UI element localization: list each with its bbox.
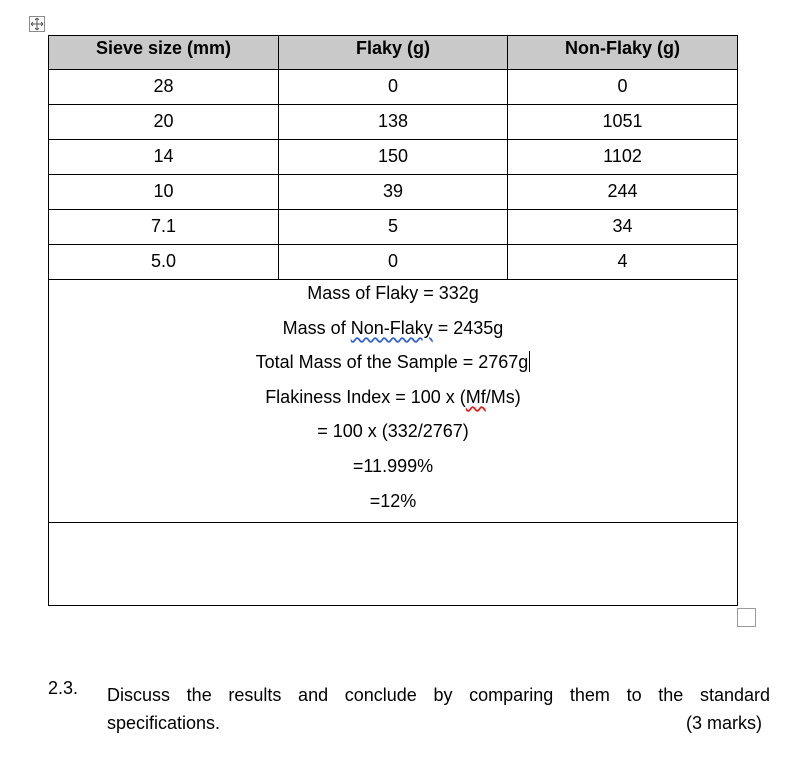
header-non-flaky: Non-Flaky (g): [508, 36, 738, 70]
cell-sieve-size[interactable]: 28: [49, 70, 279, 105]
flakiness-prefix: Flakiness Index = 100 x (: [265, 386, 466, 407]
cell-non-flaky[interactable]: 244: [508, 175, 738, 210]
empty-row: [49, 523, 738, 606]
cell-non-flaky[interactable]: 1102: [508, 140, 738, 175]
mass-non-flaky-suffix: = 2435g: [432, 317, 504, 338]
calculation-cell[interactable]: [49, 280, 738, 523]
cell-sieve-size[interactable]: 5.0: [49, 245, 279, 280]
header-sieve-size: Sieve size (mm): [49, 36, 279, 70]
cell-non-flaky[interactable]: 0: [508, 70, 738, 105]
table-row: [49, 210, 738, 245]
text-cursor: [529, 351, 530, 372]
cell-sieve-size[interactable]: 7.1: [49, 210, 279, 245]
table-row: [49, 245, 738, 280]
empty-cell[interactable]: [49, 523, 738, 606]
mass-non-flaky-prefix: Mass of: [282, 317, 351, 338]
total-mass-line: [49, 349, 737, 384]
cell-flaky[interactable]: 0: [279, 70, 508, 105]
cell-non-flaky[interactable]: 1051: [508, 105, 738, 140]
cell-flaky[interactable]: 5: [279, 210, 508, 245]
table-resize-handle[interactable]: [737, 608, 756, 627]
grammar-flagged-word[interactable]: Non-Flaky: [350, 317, 433, 338]
table-row: [49, 105, 738, 140]
question-number: 2.3.: [48, 678, 79, 698]
table-row: [49, 140, 738, 175]
header-flaky: Flaky (g): [279, 36, 508, 70]
table-header-row: [49, 36, 738, 70]
sieve-analysis-table: [48, 35, 738, 606]
result-precise-line: =11.999%: [352, 455, 434, 476]
cell-sieve-size[interactable]: 14: [49, 140, 279, 175]
cell-non-flaky[interactable]: 4: [508, 245, 738, 280]
mass-flaky-line: Mass of Flaky = 332g: [307, 283, 479, 303]
calculation-row: [49, 280, 738, 523]
cell-sieve-size[interactable]: 10: [49, 175, 279, 210]
move-arrows-icon: [30, 17, 44, 31]
table-move-handle[interactable]: [29, 16, 45, 32]
cell-sieve-size[interactable]: 20: [49, 105, 279, 140]
cell-non-flaky[interactable]: 34: [508, 210, 738, 245]
formula-line: = 100 x (332/2767): [317, 421, 469, 442]
spelling-flagged-word[interactable]: Mf: [465, 386, 486, 407]
question-marks: (3 marks): [686, 713, 762, 733]
question-text-line2: specifications.: [107, 713, 221, 733]
table-row: [49, 70, 738, 105]
mass-non-flaky-line: [49, 315, 737, 350]
question-text-line1: Discuss the results and conclude by comparing them to the standard: [107, 685, 770, 705]
table-row: [49, 175, 738, 210]
cell-flaky[interactable]: 0: [279, 245, 508, 280]
flakiness-index-line: [49, 384, 737, 419]
result-rounded-line: =12%: [369, 490, 417, 511]
cell-flaky[interactable]: 39: [279, 175, 508, 210]
total-mass-text: Total Mass of the Sample = 2767g: [255, 352, 529, 373]
cell-flaky[interactable]: 138: [279, 105, 508, 140]
cell-flaky[interactable]: 150: [279, 140, 508, 175]
flakiness-suffix: /Ms): [485, 386, 521, 407]
